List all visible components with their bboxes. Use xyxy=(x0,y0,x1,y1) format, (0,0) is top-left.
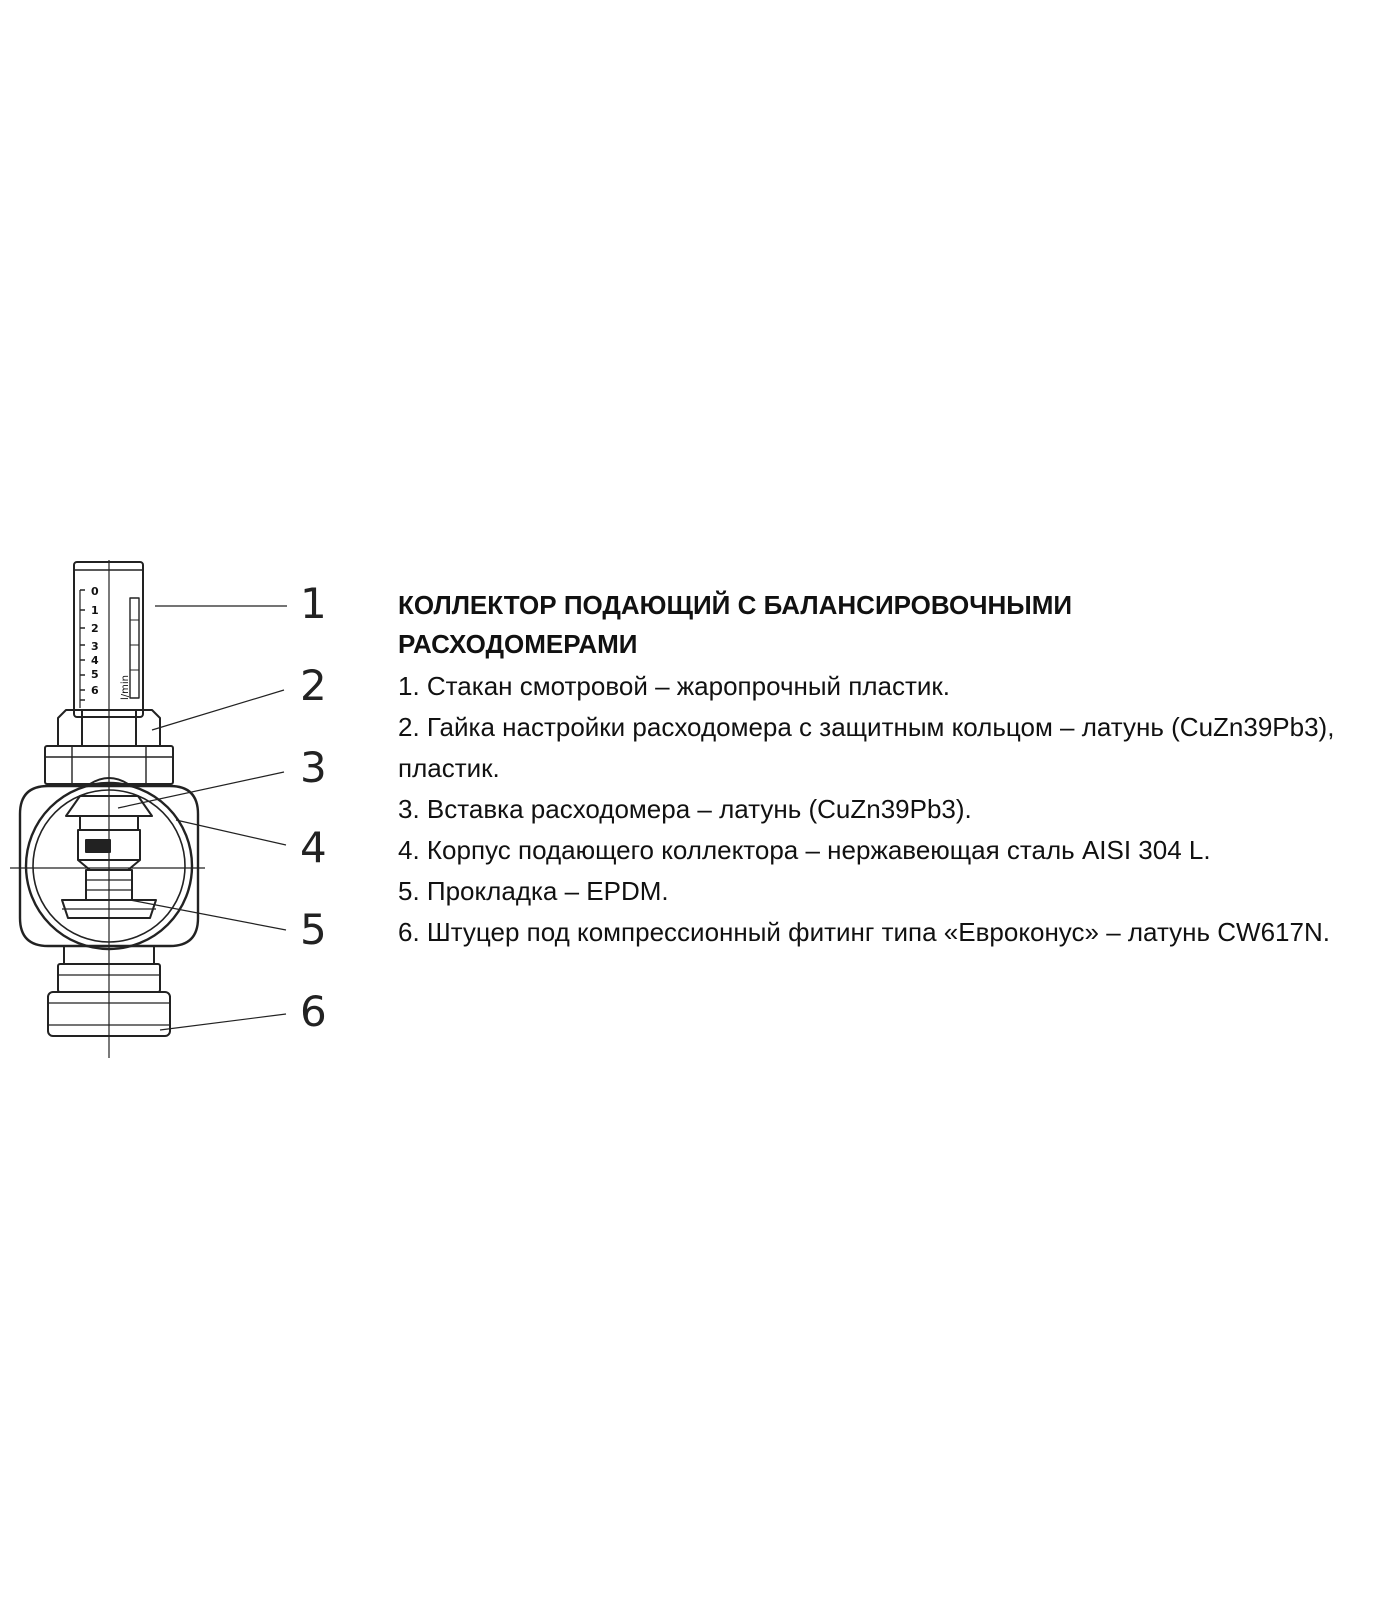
spec-item-6: 6. Штуцер под компрессионный фитинг типа «Евроконус» – латунь CW617N. xyxy=(398,917,1330,947)
spec-list xyxy=(398,666,1388,953)
specification-block xyxy=(398,586,1388,953)
spec-title-line: КОЛЛЕКТОР ПОДАЮЩИЙ С БАЛАНСИРОВОЧНЫМИ xyxy=(398,590,1073,620)
callout-6: 6 xyxy=(300,987,327,1036)
scale-unit: l/min xyxy=(120,674,131,700)
scale-digit: 3 xyxy=(91,640,99,653)
callout-2: 2 xyxy=(300,661,327,710)
callout-1: 1 xyxy=(300,579,327,628)
scale-digit: 5 xyxy=(91,668,99,681)
scale-digit: 0 xyxy=(91,585,99,598)
callout-5: 5 xyxy=(300,905,327,954)
callout-3: 3 xyxy=(300,743,327,792)
manifold-drawing xyxy=(0,0,360,1600)
spec-title xyxy=(398,586,1388,664)
callout-numbers xyxy=(300,579,327,1036)
scale-digit: 6 xyxy=(91,684,99,697)
spec-item-4: 4. Корпус подающего коллектора – нержавеющая сталь AISI 304 L. xyxy=(398,835,1211,865)
scale-digit: 1 xyxy=(91,604,99,617)
flow-scale xyxy=(91,585,131,700)
scale-digit: 2 xyxy=(91,622,99,635)
callout-4: 4 xyxy=(300,823,327,872)
scale-digit: 4 xyxy=(91,654,99,667)
spec-title-line: РАСХОДОМЕРАМИ xyxy=(398,629,638,659)
spec-item-2: 2. Гайка настройки расходомера с защитным кольцом – латунь (CuZn39Pb3), пластик. xyxy=(398,712,1335,783)
spec-item-5: 5. Прокладка – EPDM. xyxy=(398,876,669,906)
spec-item-3: 3. Вставка расходомера – латунь (CuZn39Pb3). xyxy=(398,794,972,824)
spec-item-1: 1. Стакан смотровой – жаропрочный пластик. xyxy=(398,671,951,701)
